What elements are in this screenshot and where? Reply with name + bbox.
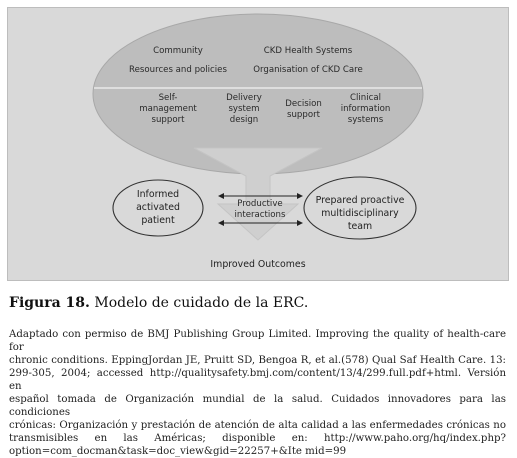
community-subtitle: Resources and policies (129, 65, 227, 75)
source-line-last: option=com_docman&task=doc_view&gid=22257+&Ite mid=99 (9, 446, 347, 457)
element-clinical-information: Clinical information systems (340, 93, 391, 125)
source-line: español tomada de Organización mundial de la salud. Cuidados innovadores para las condiciones (9, 394, 506, 418)
figure-panel (7, 7, 509, 281)
element-self-management: Self- management support (139, 93, 197, 125)
informed-patient-label: Informed activated patient (136, 189, 180, 226)
source-line: chronic conditions. EppingJordan JE, Pruitt SD, Bengoa R, et al.(578) Qual Saf Health Care. 13: (9, 355, 506, 366)
figure-title: Modelo de cuidado de la ERC. (89, 295, 309, 311)
health-systems-subtitle: Organisation of CKD Care (253, 65, 363, 75)
source-line: Adaptado con permiso de BMJ Publishing Group Limited. Improving the quality of health-care for (9, 329, 506, 353)
source-line: transmisibles en las Américas; disponible en: http://www.paho.org/hq/index.php? (9, 433, 506, 444)
prepared-team-label: Prepared proactive multidisciplinary team (315, 195, 405, 232)
figure-caption (9, 294, 509, 312)
figure-number: Figura 18. (9, 295, 90, 311)
source-paragraph (9, 328, 506, 458)
element-decision-support: Decision support (285, 99, 322, 120)
improved-outcomes-label: Improved Outcomes (210, 259, 306, 270)
source-line: crónicas: Organización y prestación de atención de alta calidad a las enfermedades crónicas no (9, 420, 506, 431)
community-title: Community (153, 46, 203, 56)
source-line: 299-305, 2004; accessed http://qualitysafety.bmj.com/content/13/4/299.full.pdf+html. Versión en (9, 368, 506, 392)
element-delivery-system: Delivery system design (226, 93, 262, 125)
health-systems-title: CKD Health Systems (263, 46, 353, 56)
productive-interactions-label: Productive interactions (234, 199, 286, 220)
